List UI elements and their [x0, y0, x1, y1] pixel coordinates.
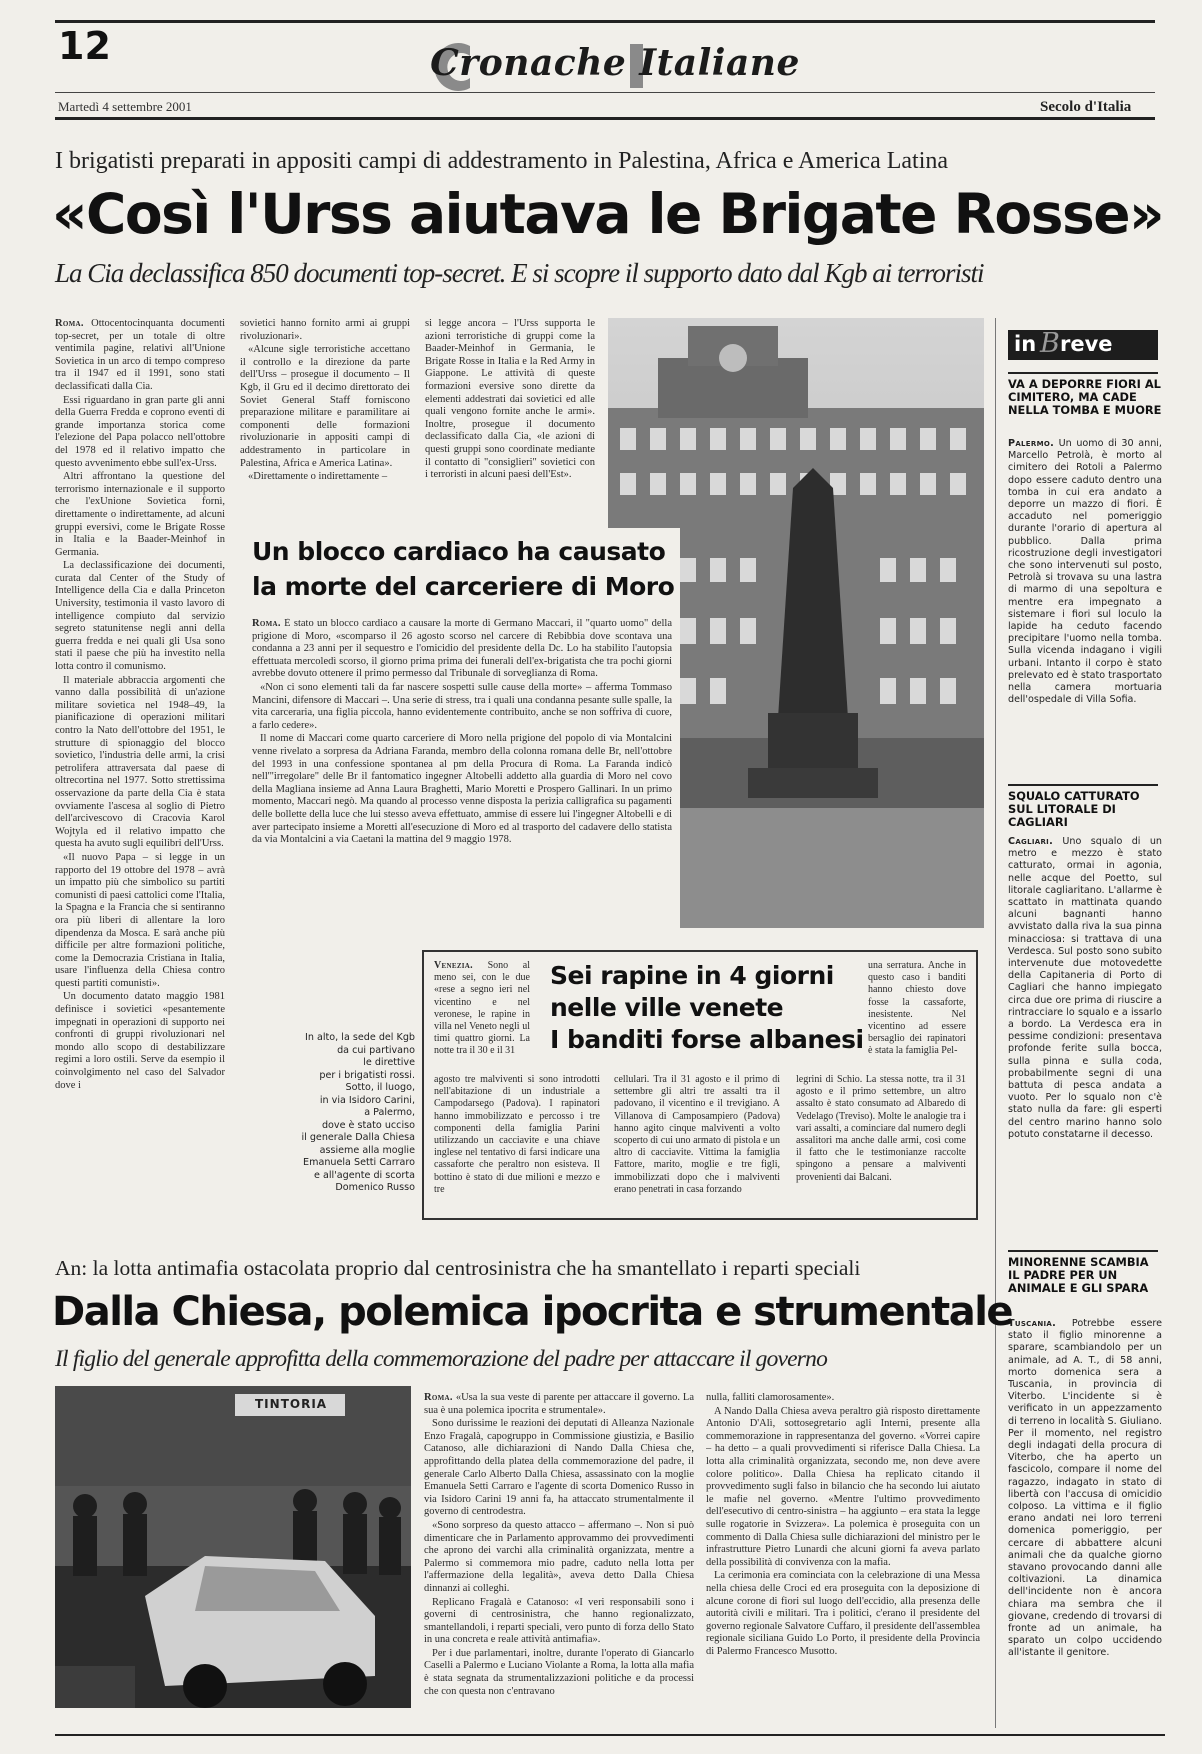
caption-line-3: le direttive	[363, 1057, 415, 1068]
story4-col2-p3: La cerimonia era cominciata con la celebrazione di una Messa nella chiesa delle Croci ed era proseguita con la deposizione di alcune corone di fiori sul luogo dell'eccidio, alla presenza delle autorità civili e militari. Tra i politici, c'erano il presidente del governo regionale Salvatore Cuffaro, il presidente dell'assemblea regionale siciliana Guido Lo Porto, il presidente della Provincia di Palermo Francesco Musotto.	[706, 1570, 980, 1657]
story3-left-top-text: Sono al meno sei, con le due «rese a segno ieri nel vicentino e nel veronese, le rapine in villa nel Veneto negli ul timi quattro giorni. La notte tra il 30 e il 31	[434, 960, 530, 1057]
paper-name: Secolo d'Italia	[1040, 99, 1132, 115]
story1-col1-p5: Il materiale abbraccia argomenti che vanno dalla possibilità di un'azione militare sovietica nel 1948–49, la pianificazione di operazioni militari contro la Nato dell'ottobre del 1951, le strutture di spionaggio del blocco sovietico, l'industria delle armi, la crisi petrolifera attraversata dal paese di oltrecortina nel 1977. Sotto strettissima osservazione da parte della Cia è stata ovviamente l'ascesa al soglio di Pietro dell'arcivescovo di Cracovia Karol Wojtyla ed il relativo impatto che questa ha avuto sugli equilibri dell'Urss.	[55, 674, 225, 850]
story4-col2-p2: A Nando Dalla Chiesa aveva peraltro già risposto direttamente Antonio D'Alì, sottosegretario agli Interni, presente alla commemorazione in rappresentanza del governo. «Vorrei capire – ha detto – a quali provvedimenti si riferisce Dalla Chiesa. La lotta alla criminalità organizzata, secondo me, non deve avere colore politico». Dalla Chiesa ha replicato citando il provvedimento sugli falso in bilancio che ha secondo lui aiutato le mafie nel governo. «Mentre l'ultimo provvedimento dell'esecutivo di centro-sinistra – ha aggiunto – era stata la legge sulle rogatorie in Svizzera». La polemica è proseguita con un commento di Dalla Chiesa sulle dichiarazioni del ministro per le infrastrutture Pietro Lunardi che alcuni giorni fa aveva parlato della possibilità di convivenza con la mafia.	[706, 1405, 980, 1568]
brief2-body	[1008, 836, 1162, 1276]
story2-headline-line2: la morte del carceriere di Moro	[252, 572, 675, 601]
story4-column-2	[706, 1392, 980, 1722]
section-title-text: Cronache Italiane	[430, 42, 800, 84]
story1-col1-p3: Altri affrontano la questione del terrorismo internazionale e il supporto che l'exUnione Sovietica fornì, direttamente o indirettamente, ad alcuni gruppi eversivi, come le Brigate Rosse in Italia e la Baader-Meinhof in Germania.	[55, 471, 225, 558]
story2-box	[240, 528, 680, 940]
story2-dateline: Roma.	[252, 618, 281, 629]
caption-line-12: e all'agente di scorta	[314, 1169, 415, 1181]
tintoria-sign: TINTORIA	[255, 1397, 328, 1411]
masthead	[0, 0, 1202, 130]
brief2-rule	[1008, 784, 1158, 786]
caption-line-10: assieme alla moglie	[319, 1144, 415, 1156]
story4-col2-p1: nulla, falliti clamorosamente».	[706, 1392, 835, 1403]
story4-column-1	[424, 1392, 694, 1722]
story3-left-top	[434, 960, 530, 1072]
story1-col2-p1: sovietici hanno fornito armi ai gruppi rivoluzionari».	[240, 318, 410, 342]
caption-line-9: il generale Dalla Chiesa	[301, 1132, 415, 1143]
brief2-dateline: Cagliari.	[1008, 836, 1054, 847]
brief1-body	[1008, 438, 1162, 768]
story3-column-1	[434, 1074, 600, 1214]
story4-kicker: An: la lotta antimafia ostacolata proprio dal centrosinistra che ha smantellato i reparti speciali	[55, 1256, 861, 1280]
story1-subhead: La Cia declassifica 850 documenti top-secret. E si scopre il supporto dato dal Kgb ai terroristi	[55, 258, 984, 288]
brief3-text: Potrebbe essere stato il figlio minorenne a sparare, scambiandolo per un animale, ad A. T., di 58 anni, morto domenica sera a Tuscania, in provincia di Viterbo. L'incidente si è verificato in un appezzamento di terreno in località S. Giuliano. Per il momento, nel registro degli indagati della procura di Viterbo, che ha aperto un fascicolo, compare il nome del ragazzo, indagato in stato di libertà con l'accusa di omicidio colposo. La vittima e il figlio erano andati nei loro terreni domenica pomeriggio, per cercare di abbattere alcuni animali che da qualche giorno stavano provocando danni alle coltivazioni. La dinamica dell'incidente non è ancora chiara ma sembra che il giovane, credendo di trovarsi di fronte ad un animale, ha sparato un colpo uccidendo all'istante il genitore.	[1008, 1318, 1162, 1659]
story4-subhead: Il figlio del generale approfitta della commemorazione del padre per attaccare il governo	[55, 1346, 828, 1372]
story3-column-3	[796, 1074, 966, 1214]
caption-line-6: in via Isidoro Carini,	[319, 1094, 415, 1106]
story3-col1-text: agosto tre malviventi si sono introdotti nell'abitazione di un industriale a Campodarsego (Padova). I rapinatori hanno immobilizzato e percosso i tre componenti della famiglia Parini utilizzando un cacciavite e una chiave inglese nel tentativo di farsi indicare una cassaforte che peraltro non esisteva. Il bottino è stato di due milioni e mezzo e tre	[434, 1074, 600, 1195]
story3-right-top	[868, 960, 966, 1072]
masthead-bottom-rule	[55, 117, 1155, 120]
masthead-top-rule	[55, 20, 1155, 23]
story3-column-2	[614, 1074, 780, 1214]
photo-caption	[240, 1032, 415, 1195]
dalla-chiesa-crime-scene-photo	[55, 1386, 411, 1708]
brief1-text: Un uomo di 30 anni, Marcello Petrolà, è morto al cimitero dei Rotoli a Palermo dopo essere caduto dentro una tomba in cui era andato a deporre un mazzo di fiori. È accaduto nel pomeriggio durante l'orario di apertura al pubblico. Dalla prima ricostruzione degli investigatori che sono intervenuti sul posto, Petrolà si trovava su una lastra di marmo di una sepoltura e mentre era impegnato a sistemare i fiori sul loculo la lapide ha ceduto facendo precipitare l'uomo nella tomba. Sulla vicenda indagano i vigili urbani. Intanto il corpo è stato prelevato ed è stato trasportato nella camera mortuaria dell'ospedale di Villa Sofia.	[1008, 438, 1162, 706]
story2-headline-line1: Un blocco cardiaco ha causato	[252, 537, 666, 566]
story3-dateline: Venezia.	[434, 960, 473, 971]
story4-col1-p2: Sono durissime le reazioni dei deputati di Alleanza Nazionale Enzo Fragalà, capogruppo in Commissione giustizia, e Basilio Catanoso, alle dichiarazioni di Nando Dalla Chiesa che, approfittando della platea della commemorazione del padre, il generale Carlo Alberto Dalla Chiesa, assassinato con la moglie Emanuela Setti Carraro e l'agente di scorta Domenico Russo in via Isidoro Carini 19 anni fa, ha attaccato strumentalmente il governo di centrodestra.	[424, 1418, 694, 1518]
story3-box	[422, 950, 978, 1220]
brief2-text: Uno squalo di un metro e mezzo è stato catturato, ormai in agonia, nelle acque del Poetto, sul litorale cagliaritano. L'allarme è scattato in mattinata quando alcuni bagnanti hanno avvistato dalla riva la sua pinna minacciosa: si trattava di una Verdesca. Sul posto sono subito intervenute due motovedette della Capitaneria di Porto di Cagliari che hanno impiegato circa due ore prima di riuscire a rintracciare lo squalo e a issarlo a bordo. La Verdesca era in pessime condizioni: presentava profonde ferite sulla bocca, sulla pinna e sulla coda, probabilmente segni di una battuta di pesca andata a vuoto. Per lo squalo non c'è stato nulla da fare: gli esperti del centro marino hanno solo potuto constatarne il decesso.	[1008, 836, 1162, 1140]
story1-col1-p2: Essi riguardano in gran parte gli anni della Guerra Fredda e coprono eventi di grande importanza storica come l'elezione del Papa polacco nell'ottobre del 1978 ed il relativo impatto che questo avvenimento ebbe sull'ex-Urss.	[55, 394, 225, 469]
caption-line-1: In alto, la sede del Kgb	[305, 1032, 415, 1043]
story1-col3-p1: si legge ancora – l'Urss supporta le azioni terroristiche di gruppi come la Baader-Meinhof in Germania, le Brigate Rosse in Italia e la Red Army in Giappone. Le attività di queste formazioni eversive sono dirette da elementi addestrati dai sovietici ed alle quali vengono fornite anche le armi». Inoltre, prosegue il documento declassificato dalla Cia, «le azioni di questi gruppi sono coordinate mediante il contatto di "consiglieri" sovietici con i terroristi in alcuni paesi dell'Est».	[425, 318, 595, 481]
story4-col1-p3: «Sono sorpreso da questo attacco – affermano –. Non si può dimenticare che in Parlamento approvammo dei provvedimenti che aprono dei varchi alla criminalità organizzata, mentre a Palermo si commemora mio padre, caduto nella lotta per l'affermazione della legalità», aveva detto Dalla Chiesa dinnanzi ai colleghi.	[424, 1519, 694, 1594]
story4-col1-p4: Replicano Fragalà e Catanoso: «I veri responsabili sono i governi di centrosinistra, che hanno regionalizzato, smantellandoli, i reparti speciali, vero punto di forza dello Stato in una concreta e reale attività antimafia».	[424, 1596, 694, 1646]
caption-line-2: da cui partivano	[337, 1044, 415, 1056]
brief3-body	[1008, 1318, 1162, 1724]
story1-col2-p2: «Alcune sigle terroristiche accettano il controllo e la direzione da parte dell'Urss – prosegue il documento – Il Kgb, il Gru ed il decimo direttorato dei Soviet General Staff forniscono preparazione militare e paramilitare ai componenti delle formazioni rivoluzionarie in appositi campi di addestramento in particolare in Palestina, Africa e America Latina».	[240, 344, 410, 469]
sidebar-in-breve	[995, 318, 1166, 1728]
caption-line-5: Sotto, il luogo,	[345, 1082, 415, 1093]
story1-column-2	[240, 318, 410, 506]
story1-headline: «Così l'Urss aiutava le Brigate Rosse»	[52, 182, 1164, 246]
story3-col2-text: cellulari. Tra il 31 agosto e il primo di settembre gli altri tre assalti tra il padovano, il vicentino e il trevigiano. A Villanova di Camposampiero (Padova) hanno agito cinque malviventi a volto scoperto di cui uno armato di pistola e un altro di cacciavite. Vittima la famiglia Fattore, marito, moglie e tre figli, immobilizzati dopo che i malviventi erano penetrati in casa forzando	[614, 1074, 780, 1195]
story3-headline-line2: nelle ville venete	[550, 993, 784, 1022]
brief3-rule	[1008, 1250, 1158, 1252]
story4-col1-p1: «Usa la sua veste di parente per attaccare il governo. La sua è una polemica ipocrita e strumentale».	[424, 1392, 694, 1416]
story1-dateline: Roma.	[55, 318, 84, 329]
brief3-dateline: Tuscania.	[1008, 1318, 1057, 1329]
masthead-mid-rule	[55, 92, 1155, 93]
caption-line-11: Emanuela Setti Carraro	[303, 1157, 415, 1168]
issue-date: Martedì 4 settembre 2001	[58, 99, 192, 114]
in-breve-logo	[1008, 330, 1158, 360]
story3-headline-line1: Sei rapine in 4 giorni	[550, 961, 834, 990]
brief1-title: VA A DEPORRE FIORI AL CIMITERO, MA CADE NELLA TOMBA E MUORE	[1008, 377, 1162, 417]
story4-headline: Dalla Chiesa, polemica ipocrita e strumentale	[52, 1289, 1013, 1335]
story2-body	[252, 618, 672, 936]
brief3-title: MINORENNE SCAMBIA IL PADRE PER UN ANIMALE E GLI SPARA	[1008, 1255, 1149, 1295]
story3-headline-line3: I banditi forse albanesi	[550, 1025, 864, 1054]
story4-dateline: Roma.	[424, 1392, 453, 1403]
story1-col1-p1: Ottocentocinquanta documenti top-secret, per un totale di oltre ventimila pagine, relativi all'Unione Sovietica in un arco di tempo compreso tra il 1947 ed il 1991, sono stati declassificati dalla Cia.	[55, 318, 225, 392]
story1-col1-p6: «Il nuovo Papa – si legge in un rapporto del 19 ottobre del 1978 – avrà un impatto più che simbolico su partiti comunisti di paesi cattolici come l'Italia, la Spagna e la Francia che si sentiranno ora più liberi di allentare la loro dipendenza da Mosca. E sarà anche più difficile per altre formazioni politiche, come la Democrazia Cristiana in Italia, usare l'influenza della Chiesa contro questi partiti comunisti».	[55, 851, 225, 989]
crime-scene-art	[55, 1386, 411, 1708]
in-breve-logo-b: B	[1040, 328, 1060, 359]
story4-col1-p5: Per i due parlamentari, inoltre, durante l'operato di Giancarlo Caselli a Palermo e Luciano Violante a Roma, la lotta alla mafia è stata segnata da strumentalizzazioni politiche e da processi che con questa non c'entravano	[424, 1647, 694, 1697]
brief1-dateline: Palermo.	[1008, 438, 1055, 449]
story3-right-top-text: una serratura. Anche in questo caso i banditi hanno chiesto dove fosse la cassaforte, inesistente. Nel vicentino ad essere bersaglio dei rapinatori è stata la famiglia Pel-	[868, 960, 966, 1057]
story1-col1-p4: La declassificazione dei documenti, curata dal Center of the Study of Intelligence della Cia e dalla Princeton University, testimonia il vasto lavoro di intelligence compiuto dal servizio segreto statunitense negli anni della guerra fredda e nei quali gli Usa sono stati il paese che più ha investito nella lotta contro il comunismo.	[55, 560, 225, 673]
caption-line-8: dove è stato ucciso	[321, 1119, 415, 1131]
story1-kicker: I brigatisti preparati in appositi campi di addestramento in Palestina, Africa e America Latina	[55, 148, 949, 174]
in-breve-logo-rest: reve	[1060, 332, 1113, 356]
page-bottom-rule	[55, 1734, 1165, 1736]
caption-line-13: Domenico Russo	[335, 1182, 415, 1193]
caption-line-7: a Palermo,	[364, 1107, 415, 1118]
story1-col1-p7: Un documento datato maggio 1981 definisce i sovietici «pesantemente impegnati in operazioni di supporto nei confronti di gruppi rivoluzionari nel mondo allo scopo di destabilizzare regimi a loro ostili. Serve da esempio il coinvolgimento nel caso del Salvador dove i	[55, 991, 225, 1091]
story2-p1: È stato un blocco cardiaco a causare la morte di Germano Maccari, il "quarto uomo" della prigione di Moro, «scomparso il 26 agosto scorso nel carcere di Rebibbia dove scontava una condanna a 23 anni per il sequestro e l'omicidio del presidente della Dc. Lo ha stabilito l'autopsia effettuata mercoledì scorso, il giorno prima prima dei funerali dell'ex-brigatista che tra pochi giorni avrebbe dovuto ottenere il primo permesso dal Tribunale di sorveglianza di Roma.	[252, 618, 672, 680]
in-breve-logo-in: in	[1014, 332, 1037, 356]
story1-column-1	[55, 318, 225, 1218]
brief2-title: SQUALO CATTURATO SUL LITORALE DI CAGLIARI	[1008, 789, 1140, 829]
caption-line-4: per i brigatisti rossi.	[319, 1069, 415, 1081]
section-title	[430, 34, 800, 96]
story1-col2-p3: «Direttamente o indirettamente –	[248, 471, 388, 483]
page-number: 12	[58, 24, 111, 68]
brief1-rule	[1008, 372, 1158, 374]
story2-p3: Il nome di Maccari come quarto carceriere di Moro nella prigione del popolo di via Montalcini venne rivelato a sorpresa da Adriana Faranda, membro della colonna romana delle Br, nell'ottobre del 1993 in una confessione spontanea al pm della Procura di Roma. La Faranda indicò nell'"irregolare" delle Br il fantomatico ingegner Altobelli addetto alla guardia di Moro nel covo della Magliana insieme ad Anna Laura Braghetti, Mario Moretti e Prospero Gallinari. In un primo momento, Maccari negò. Ma quando al processo venne disposta la perizia calligrafica su pagamenti delle bollette della luce che lui stesso aveva effettuato, ammise di essere lui l'ingegner Altobelli e di aver partecipato insieme a Moretti all'esecuzione di Moro ed al trasporto del cadavere dello statista da via Montalcini a via Caetani la mattina del 9 maggio 1978.	[252, 733, 672, 846]
story2-p2: «Non ci sono elementi tali da far nascere sospetti sulle cause della morte» – afferma Tommaso Mancini, difensore di Maccari –. Una serie di stress, tra i quali una condanna pesante sulle spalle, la vita carceraria, una figlia piccola, hanno evidentemente contribuito, anche se non soffriva di cuore, a farlo cedere».	[252, 681, 672, 731]
story1-column-3	[425, 318, 595, 506]
story3-col3-text: legrini di Schio. La stessa notte, tra il 31 agosto e il primo settembre, un altro assalto è stato consumato ad Albaredo di Vedelago (Treviso). Molte le analogie tra i vari assalti, a cominciare dal numero degli assalitori ma anche dalle armi, così come il fatto che le testimonianze raccolte spingono a pensare a malviventi provenienti dai Balcani.	[796, 1074, 966, 1183]
